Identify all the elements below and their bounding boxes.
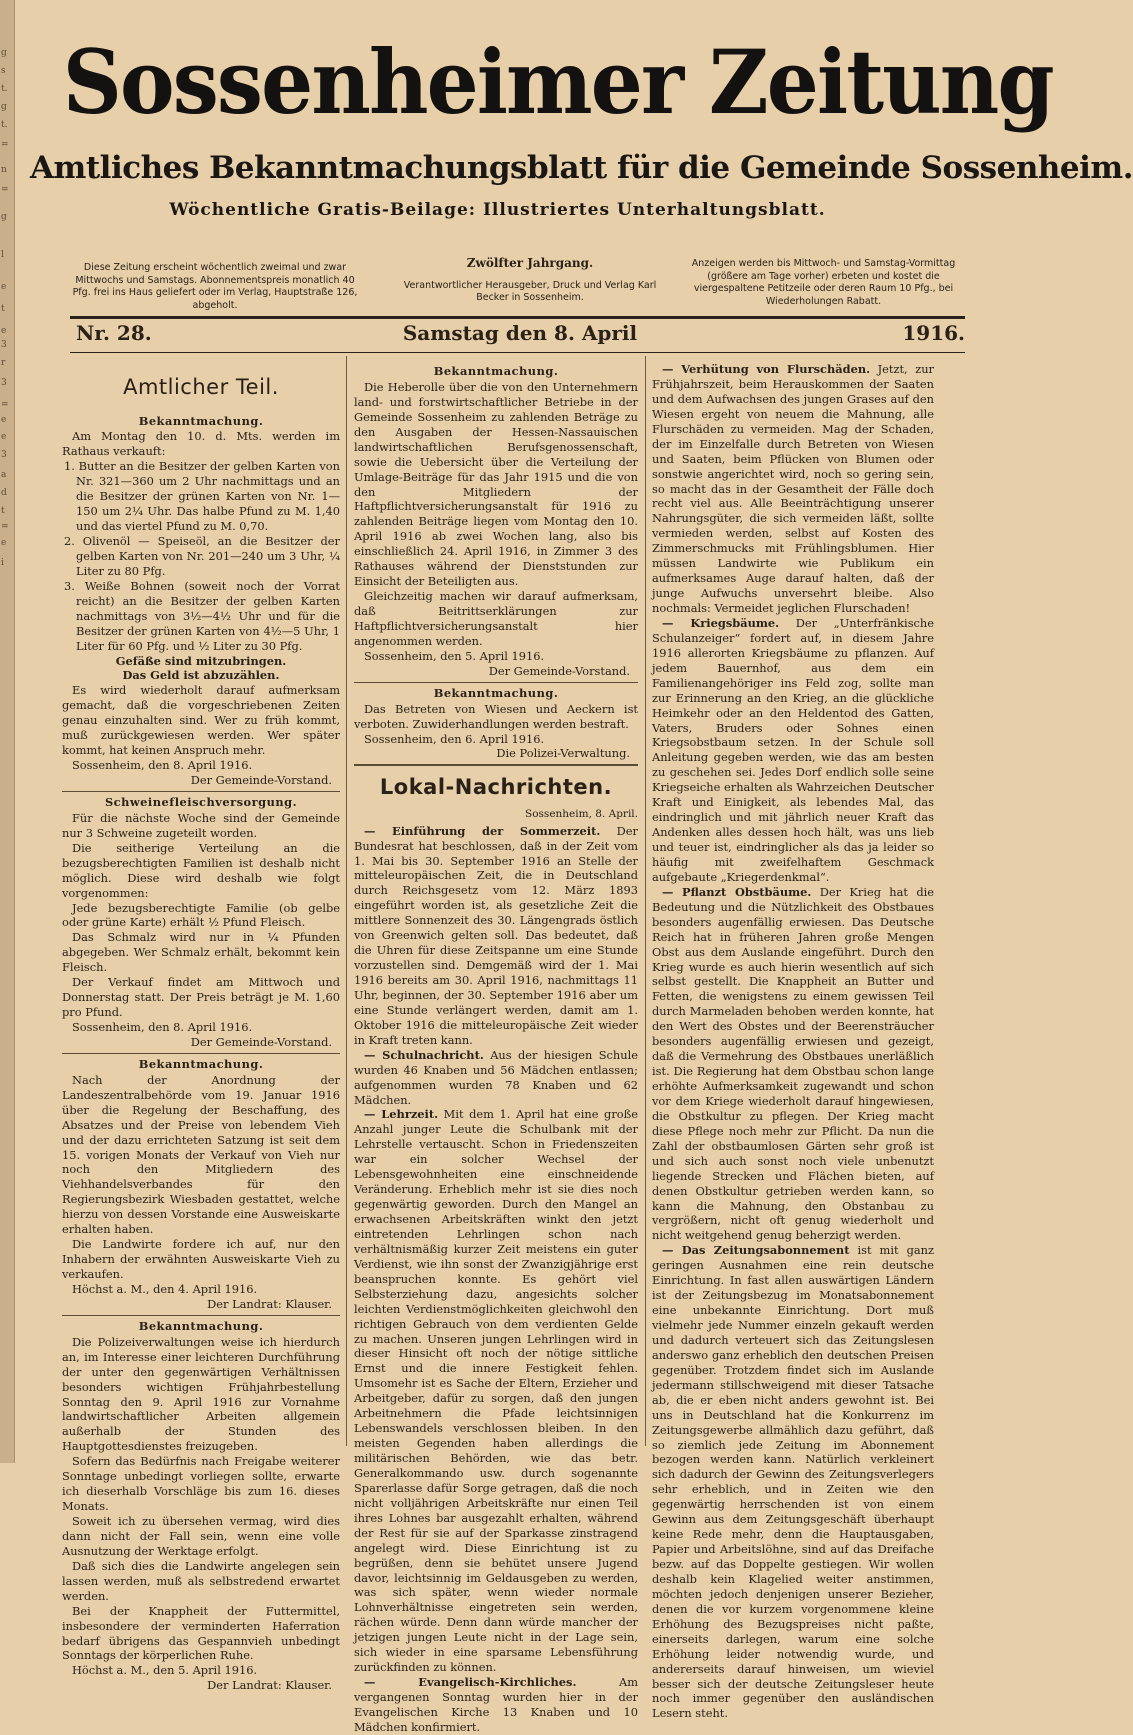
binding-mark: g <box>1 102 7 112</box>
news-body: Mit dem 1. April hat eine große Anzahl junger Leute die Schulbank mit der Lehrstelle vertauscht. Schon in Friedenszeiten war ein solcher Wechsel der Lebensgewohnheiten eine einschneidende Veränderung. Erheblich mehr ist sie dies noch gegenwärtig geworden. Durch den Mangel an erwachsenen Arbeitskräften winkt den jetzt eintretenden Lehrlingen schon nach verhältnismäßig kurzer Zeit meistens ein guter Verdienst, wie ihn sonst der Zwanzigjährige erst beanspruchen konnte. Es gehört viel Selbsterziehung dazu, angesichts solcher leichten Verdienstmöglichkeiten gleichwohl den richtigen Gebrauch von dem verdienten Gelde zu machen. Unseren jungen Lehrlingen wird in dieser Hinsicht oft noch der nötige sittliche Ernst und die innere Festigkeit fehlen. Umsomehr ist es Sache der Eltern, Erzieher und Arbeitgeber, dafür zu sorgen, daß den jungen Arbeitnehmern die Pfade leichtsinnigen Lebenswandels verschlossen bleiben. In den meisten Gegenden haben allerdings die militärischen Behörden, wie das betr. Generalkommando usw. durch sogenannte Sparerlasse dafür Sorge getragen, daß die noch nicht volljährigen Arbeitskräfte nur einen Teil ihres Lohnes bar ausgezahlt erhalten, während der Rest für sie auf der Sparkasse zinstragend angelegt wird. Diese Einrichtung ist zu begrüßen, denn sie behütet unsere Jugend davor, leichtsinnig im Geldausgeben zu werden, was sich später, wenn wieder normale Lohnverhältnisse eingetreten sein werden, rächen würde. Denn dann würde mancher der jetzigen jungen Leute nicht in der Lage sein, sich wieder in eine sparsame Lebensführung zurückfinden zu können. <box>354 1107 638 1675</box>
binding-mark: l <box>1 250 4 260</box>
notice-emphasis: Das Geld ist abzuzählen. <box>122 668 280 683</box>
article-separator <box>62 1053 340 1054</box>
article-paragraph: Das Schmalz wird nur in ¼ Pfunden abgegeben. Wer Schmalz erhält, bekommt kein Fleisch. <box>62 930 340 975</box>
binding-mark: t. <box>1 120 8 130</box>
binding-mark: t. <box>1 84 8 94</box>
article-signature: Der Landrat: Klauser. <box>207 1296 332 1311</box>
binding-mark: i <box>1 558 4 568</box>
section-separator <box>354 764 638 766</box>
binding-mark: g <box>1 48 7 58</box>
article-signature: Der Gemeinde-Vorstand. <box>488 663 630 678</box>
issue-number: Nr. 28. <box>76 321 152 345</box>
article-paragraph: Das Betreten von Wiesen und Aeckern ist verboten. Zuwiderhandlungen werden bestraft. <box>354 701 638 731</box>
article-paragraph: Daß sich dies die Landwirte angelegen sein lassen werden, muß als selbstredend erwartet werden. <box>62 1558 340 1603</box>
supplement-line: Wöchentliche Gratis-Beilage: Illustriertes Unterhaltungsblatt. <box>169 200 826 220</box>
binding-mark: 3 <box>1 450 7 460</box>
article-separator <box>62 1315 340 1316</box>
binding-mark: e <box>1 415 7 425</box>
info-row <box>70 256 965 316</box>
publisher-text: Verantwortlicher Herausgeber, Druck und Verlag Karl Becker in Sossenheim. <box>403 279 657 304</box>
article-date: Sossenheim, den 6. April 1916. <box>364 731 545 746</box>
news-body: Der Bundesrat hat beschlossen, daß in der Zeit vom 1. Mai bis 30. September 1916 an Stelle der mitteleuropäischen Zeit, die in Deutschland durch Reichsgesetz vom 12. März 1893 eingeführt worden ist, als gesetzliche Zeit die mittlere Sonnenzeit des 30. Längengrads östlich von Greenwich gelten soll. Das bedeutet, daß die Uhren für diese Zeitspanne um eine Stunde vorzustellen sind. Demgemäß wird der 1. Mai 1916 bereits am 30. April 1916, nachmittags 11 Uhr, beginnen, der 30. September 1916 aber um eine Stunde verlängert werden, damit am 1. Oktober 1916 die mitteleuropäische Zeit wieder in Kraft treten kann. <box>354 823 638 1047</box>
list-item: 1. Butter an die Besitzer der gelben Karten von Nr. 321—360 um 2 Uhr nachmittags und an die Besitzer der grünen Karten von Nr. 1—150 um 2¼ Uhr. Das halbe Pfund zu M. 1,40 und das viertel Pfund zu M. 0,70. <box>64 459 340 534</box>
binding-mark: r <box>1 358 6 368</box>
binding-mark: n <box>1 165 7 175</box>
binding-mark: e <box>1 432 7 442</box>
article-paragraph: Soweit ich zu übersehen vermag, wird dies dann nicht der Fall sein, wenn eine volle Ausnutzung der Werktage erfolgt. <box>62 1514 340 1558</box>
news-item <box>652 885 934 1244</box>
volume-label: Zwölfter Jahrgang. <box>466 256 594 270</box>
news-headline: — Das Zeitungsabonnement <box>662 1243 850 1258</box>
news-body: Der Krieg hat die Bedeutung und die Nützlichkeit des Obstbaues besonders augenfällig erwiesen. Das Deutsche Reich hat in früheren Jahren große Mengen Obst aus dem Auslande eingeführt. Durch den Krieg wurde es auch hierin wesentlich auf sich selbst gestellt. Die Knappheit an Butter und Fetten, die wenigstens zu einem gewissen Teil durch Marmeladen behoben werden konnte, hat den Wert des Obstes und der Beerensträucher besonders augenfällig erwiesen und gezeigt, daß die Vermehrung des Obstbaues unerläßlich ist. Die Regierung hat dem Obstbau schon lange erhöhte Aufmerksamkeit zugewandt und schon vor dem Kriege wiederholt darauf hingewiesen, die Obstkultur zu pflegen. Der Krieg macht diese Pflege noch mehr zur Pflicht. Da nun die Zahl der obstbaumlosen Gärten sehr groß ist und sich auch sonst noch viele unbenutzt liegende Strecken und Flächen bieten, auf denen Obstkultur getrieben werden kann, so kann die Mahnung, den Obstanbau zu vergrößern, nicht oft genug wiederholt und nicht weitgehend genug beherzigt werden. <box>652 884 935 1243</box>
advertising-info: Anzeigen werden bis Mittwoch- und Samstag-Vormittag (größere am Tage vorher) erbeten und kostet die viergespaltene Petitzeile oder deren Raum 10 Pfg., bei Wiederholungen Rabatt. <box>691 258 956 307</box>
article-paragraph: Die seitherige Verteilung an die bezugsberechtigten Familien ist deshalb nicht möglich. Diese wird deshalb wie folgt vorgenommen: <box>62 840 340 900</box>
binding-mark: 3 <box>1 340 7 350</box>
newspaper-subtitle: Amtliches Bekanntmachungsblatt für die Gemeinde Sossenheim. <box>30 150 1133 186</box>
article-signature: Der Gemeinde-Vorstand. <box>190 773 332 787</box>
article-date: Sossenheim, den 8. April 1916. <box>72 758 253 773</box>
article-date: Höchst a. M., den 5. April 1916. <box>72 1663 258 1678</box>
binding-mark: d <box>1 488 7 498</box>
subscription-info: Diese Zeitung erscheint wöchentlich zweimal und zwar Mittwochs und Samstags. Abonnementspreis monatlich 40 Pfg. frei ins Haus geliefert oder im Verlag, Hauptstraße 126, abgeholt. <box>72 262 358 311</box>
article-title: Bekanntmachung. <box>433 685 559 700</box>
news-body: Aus der hiesigen Schule wurden 46 Knaben und 56 Mädchen entlassen; aufgenommen wurden 78 Knaben und 62 Mädchen. <box>354 1047 638 1107</box>
dateline <box>70 318 965 350</box>
article-paragraph: Die Polizeiverwaltungen weise ich hierdurch an, im Interesse einer leichteren Durchführung der unter den gegenwärtigen Verhältnissen besonders wichtigen Frühjahrbestellung Sonntag den 9. April 1916 zur Vornahme landwirtschaftlicher Arbeiten allgemein außerhalb der Stunden des Hauptgottesdienstes freizugeben. <box>62 1334 340 1454</box>
binding-mark: s <box>1 66 6 76</box>
article-date: Höchst a. M., den 4. April 1916. <box>72 1281 258 1296</box>
article-title: Bekanntmachung. <box>138 413 264 428</box>
binding-mark: t <box>1 506 5 516</box>
masthead <box>30 30 1133 220</box>
issue-year: 1916. <box>902 321 965 345</box>
news-item <box>652 616 934 885</box>
article-date: Sossenheim, den 5. April 1916. <box>364 648 545 663</box>
article-separator <box>354 682 638 683</box>
issue-date: Samstag den 8. April <box>402 321 638 345</box>
article-paragraph: Sofern das Bedürfnis nach Freigabe weiterer Sonntage unbedingt vorliegen sollte, erwarte ich dieserhalb Vorschläge bis zum 16. dieses Monats. <box>62 1454 340 1514</box>
news-item <box>354 1048 638 1108</box>
binding-mark: g <box>1 212 7 222</box>
article-paragraph: Die Landwirte fordere ich auf, nur den Inhabern der erwähnten Ausweiskarte Vieh zu verkaufen. <box>62 1237 340 1281</box>
binding-mark: 3 <box>1 378 7 388</box>
news-body: ist mit ganz geringen Ausnahmen eine rein deutsche Einrichtung. In fast allen auswärtigen Ländern ist der Zeitungsbezug im Monatsabonnement eine unbekannte Einrichtung. Dort muß vielmehr jede Nummer einzeln gekauft werden und dadurch verteuert sich das Zeitungslesen anderswo ganz erheblich den deutschen Preisen gegenüber. Trotzdem findet sich im Auslande jedermann stillschweigend mit dieser Tatsache ab, die er eben nicht anders gewohnt ist. Bei uns in Deutschland hat die Konkurrenz im Zeitungsgewerbe allmählich dazu geführt, daß so ziemlich jede Zeitung im Abonnement bezogen werden kann. Natürlich verkleinert sich dadurch der Gewinn des Zeitungsverlegers sehr erheblich, und in Zeiten wie den gegenwärtig herrschenden ist von einem Gewinn aus dem Zeitungsgeschäft überhaupt keine Rede mehr, denn die Hauptausgaben, Papier und Arbeitslöhne, sind auf das Dreifache bezw. auf das Doppelte gestiegen. Wir wollen deshalb kein Klagelied weiter anstimmen, möchten jedoch denjenigen unserer Bezieher, denen die vor kurzem vorgenommene kleine Erhöhung des Bezugspreises nicht paßte, einerseits darlegen, warum eine solche Erhöhung leider notwendig wurde, und andererseits darauf hinweisen, um wieviel besser sich der deutsche Zeitungsleser heute noch immer gegenüber den ausländischen Lesern steht. <box>652 1243 935 1721</box>
article-paragraph: Gleichzeitig machen wir darauf aufmerksam, daß Beitrittserklärungen zur Haftpflichtversicherungsanstalt hier angenommen werden. <box>354 589 638 648</box>
article-title: Schweinefleischversorgung. <box>104 794 298 809</box>
news-item <box>354 1107 638 1675</box>
news-item <box>652 362 934 616</box>
binding-strip <box>0 0 15 1463</box>
news-item <box>354 1675 638 1735</box>
list-item: 3. Weiße Bohnen (soweit noch der Vorrat reicht) an die Besitzer der gelben Karten nachmittags von 3½—4½ Uhr und für die Besitzer der grünen Karten von 4½—5 Uhr, 1 Liter für 60 Pfg. und ½ Liter zu 30 Pfg. <box>64 578 340 653</box>
binding-mark: = <box>1 140 9 150</box>
publisher-info <box>400 256 660 305</box>
news-headline: — Kriegsbäume. <box>662 615 780 630</box>
binding-mark: a <box>1 470 7 480</box>
news-item <box>652 1243 934 1721</box>
article-paragraph: Für die nächste Woche sind der Gemeinde nur 3 Schweine zugeteilt worden. <box>62 810 340 840</box>
news-headline: — Verhütung von Flurschäden. <box>662 362 871 376</box>
news-item <box>354 824 638 1048</box>
article-paragraph: Es wird wiederholt darauf aufmerksam gemacht, daß die vorgeschriebenen Zeiten genau einzuhalten sind. Wer zu früh kommt, muß zurückgewiesen werden. Wer später kommt, hat keinen Anspruch mehr. <box>62 683 340 758</box>
binding-mark: t <box>1 304 5 314</box>
article-title: Bekanntmachung. <box>433 364 559 378</box>
local-dateline: Sossenheim, 8. April. <box>525 807 638 820</box>
column-2 <box>354 362 638 1735</box>
news-headline: — Lehrzeit. <box>364 1107 439 1122</box>
column-divider <box>346 356 347 1446</box>
article-signature: Die Polizei-Verwaltung. <box>496 746 630 761</box>
header-rule-bottom <box>70 352 965 353</box>
article-signature: Der Landrat: Klauser. <box>207 1678 332 1693</box>
news-headline: — Pflanzt Obstbäume. <box>662 884 812 899</box>
binding-mark: e <box>1 282 7 292</box>
article-paragraph: Nach der Anordnung der Landeszentralbehörde vom 19. Januar 1916 über die Regelung der Beschaffung, des Absatzes und der Preise von lebendem Vieh und der dazu errichteten Satzung ist seit dem 15. vorigen Monats der Verkauf von Vieh nur noch den Mitgliedern des Viehhandelsverbandes für den Regierungsbezirk Wiesbaden gestattet, welche hierzu von dessen Vorstande eine Ausweiskarte erhalten haben. <box>62 1072 340 1237</box>
news-headline: — Evangelisch-Kirchliches. <box>364 1675 577 1690</box>
notice-emphasis: Gefäße sind mitzubringen. <box>115 653 287 668</box>
binding-mark: e <box>1 538 7 548</box>
binding-mark: e <box>1 326 7 336</box>
binding-mark: = <box>1 400 9 410</box>
column-1 <box>62 362 340 1693</box>
news-headline: — Schulnachricht. <box>364 1047 484 1062</box>
article-title: Bekanntmachung. <box>138 1056 264 1071</box>
article-paragraph: Bei der Knappheit der Futtermittel, insbesondere der verminderten Haferration bedarf übrigens das Gespannvieh unbedingt Sonntags der körperlichen Ruhe. <box>62 1603 340 1663</box>
binding-mark: = <box>1 522 9 532</box>
article-paragraph: Der Verkauf findet am Mittwoch und Donnerstag statt. Der Preis beträgt je M. 1,60 pro Pfund. <box>62 975 340 1020</box>
list-item: 2. Olivenöl — Speiseöl, an die Besitzer der gelben Karten von Nr. 201—240 um 3 Uhr, ¼ Liter zu 80 Pfg. <box>64 534 340 578</box>
news-body: Am vergangenen Sonntag wurden hier in der Evangelischen Kirche 13 Knaben und 10 Mädchen konfirmiert. <box>354 1675 638 1734</box>
column-divider <box>645 356 646 1446</box>
article-signature: Der Gemeinde-Vorstand. <box>190 1034 332 1049</box>
news-body: Der „Unterfränkische Schulanzeiger“ fordert auf, in diesem Jahre 1916 allerorten Kriegsbäume zu pflanzen. Auf jedem Bauernhof, aus dem ein Familienangehöriger ins Feld zog, sollte man zur Erinnerung an den Krieg, an die glückliche Heimkehr oder an den Heldentod des Gatten, Vaters, Bruders oder Sohnes einen Kriegsobstbaum setzen. In der Schule soll Anleitung gegeben werden, wie das am besten zu geschehen sei. Jedes Dorf endlich solle seine Kriegseiche erhalten als Wahrzeichen Deutscher Kraft und Einigkeit, als lebendes Mal, das eindringlich und mit jährlich neuer Kraft das Andenken alles dessen hoch hält, was uns lieb und teuer ist, eindringlicher als das ja leider so häufig mit zweifelhaftem Geschmack aufgebaute „Kriegerdenkmal“. <box>652 615 934 884</box>
news-headline: — Einführung der Sommerzeit. <box>364 823 601 838</box>
section-title-local: Lokal-Nachrichten. <box>379 775 613 800</box>
article-paragraph: Jede bezugsberechtigte Familie (ob gelbe oder grüne Karte) erhält ½ Pfund Fleisch. <box>62 900 340 930</box>
article-paragraph: Die Heberolle über die von den Unternehmern land- und forstwirtschaftlicher Betriebe in der Gemeinde Sossenheim zu zahlenden Beträge zu den Ausgaben der Hessen-Nassauischen landwirtschaftlichen Berufsgenossenschaft, sowie die Uebersicht über die Verteilung der Umlage-Beiträge für das Jahr 1915 und die von den Mitgliedern der Haftpflichtversicherungsanstalt für 1916 zu zahlenden Beiträge liegen vom Montag den 10. April 1916 ab zwei Wochen lang, also bis einschließlich 24. April 1916, in Zimmer 3 des Rathauses während der Dienststunden zur Einsicht der Beteiligten aus. <box>354 379 638 589</box>
article-date: Sossenheim, den 8. April 1916. <box>72 1020 253 1034</box>
article-separator <box>62 791 340 792</box>
newspaper-title: Sossenheimer Zeitung <box>62 30 1053 134</box>
article-paragraph: Am Montag den 10. d. Mts. werden im Rathaus verkauft: <box>62 429 340 459</box>
section-title-official: Amtlicher Teil. <box>123 375 279 399</box>
article-title: Bekanntmachung. <box>138 1318 264 1333</box>
news-body: Jetzt, zur Frühjahrszeit, beim Herauskommen der Saaten und dem Aufwachsen des jungen Grases auf den Wiesen ergeht von neuem die Mahnung, alle Flurschäden zu vermeiden. Mag der Schaden, der im Einzelfalle durch Betreten von Wiesen und Saaten, beim Pflücken von Blumen oder sonstwie angerichtet wird, noch so gering sein, so macht das in der Gesamtheit der Fälle doch recht viel aus. Alle Beeinträchtigung unserer Nahrungsgüter, die sich vermeiden läßt, sollte vermieden werden, selbst auf Kosten des Zimmerschmucks mit Frühlingsblumen. Hier müssen Landwirte wie Publikum ein aufmerksames Auge darauf halten, daß der junge Aufwuchs unversehrt bleibe. Also nochmals: Vermeidet jeglichen Flurschaden! <box>652 362 934 615</box>
column-3 <box>652 362 934 1721</box>
binding-mark: = <box>1 185 9 195</box>
